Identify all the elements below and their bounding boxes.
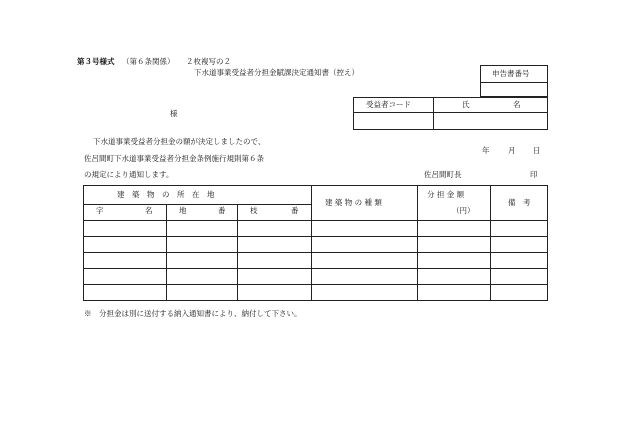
header-ban-branch: 番 [291, 206, 299, 215]
name-label-first: 氏 [462, 100, 470, 109]
assessment-table [83, 185, 548, 301]
issuer: 佐呂間町長 [424, 170, 462, 179]
body-line-1: 下水道事業受益者分担金の額が決定しましたので、 [93, 137, 266, 146]
date-month: 月 [508, 146, 516, 155]
header-building-location: 建 築 物 の 所 在 地 [117, 190, 215, 199]
date-year: 年 [482, 146, 490, 155]
seal-mark: 印 [530, 170, 538, 179]
form-number: 第３号様式 [77, 57, 115, 66]
header-building-type: 建 築 物 の 種 類 [325, 198, 382, 207]
document-title: 下水道事業受益者分担金賦課決定通知書（控え） [194, 68, 359, 77]
header-chi: 地 [179, 206, 187, 215]
footnote: ※ 分担金は別に送付する納入通知書により、納付して下さい。 [84, 309, 302, 318]
recipient-honorific: 様 [170, 109, 178, 118]
form-reference: （第６条関係） [122, 57, 175, 66]
body-line-2: 佐呂間町下水道事業受益者分担金条例施行規則第６条 [84, 154, 264, 163]
application-number-label: 申告書番号 [492, 69, 530, 78]
body-line-3: の規定により通知します。 [84, 170, 174, 179]
copy-note: ２枚複写の２ [186, 57, 231, 66]
header-remarks: 備 考 [508, 198, 531, 207]
header-amount-unit: （円） [452, 206, 475, 215]
name-label-second: 名 [513, 100, 521, 109]
recipient-code-label: 受益者コード [366, 100, 411, 109]
header-eda: 枝 [250, 206, 258, 215]
header-amount: 分 担 金 額 [427, 190, 465, 199]
header-mei: 名 [145, 206, 153, 215]
header-ban: 番 [218, 206, 226, 215]
date-day: 日 [533, 146, 541, 155]
header-aza: 字 [96, 206, 104, 215]
